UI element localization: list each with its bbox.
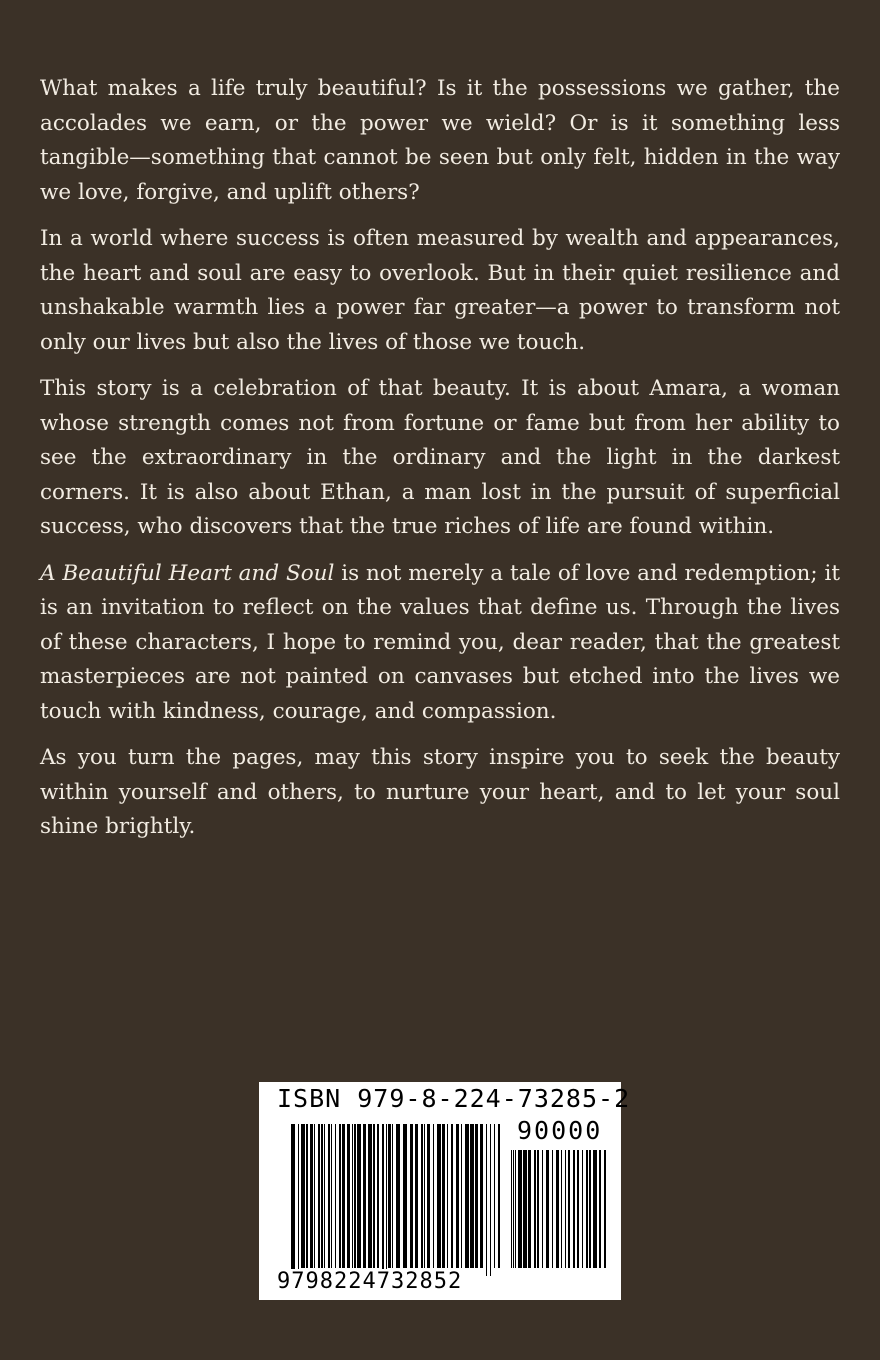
barcode-bar	[403, 1124, 407, 1268]
barcode-bar	[513, 1150, 514, 1268]
barcode-bar	[604, 1150, 606, 1268]
barcode-bar	[515, 1150, 516, 1268]
barcode-bar	[415, 1124, 418, 1268]
barcode-bar	[523, 1150, 527, 1268]
isbn-barcode	[259, 1082, 631, 1300]
barcode-bar	[442, 1124, 445, 1268]
barcode-bar	[518, 1150, 522, 1268]
barcode-bar	[475, 1124, 478, 1268]
barcode-bar	[461, 1124, 462, 1268]
barcode-bar	[433, 1124, 434, 1268]
barcode-bar	[577, 1150, 579, 1268]
barcode-bar	[291, 1124, 295, 1276]
barcode-bar	[593, 1150, 597, 1268]
barcode-bar	[328, 1124, 330, 1268]
barcode-bars	[259, 1082, 621, 1300]
barcode-bar	[511, 1150, 512, 1268]
isbn-label: ISBN 979-8-224-73285-2	[277, 1084, 631, 1113]
barcode-bar	[470, 1124, 474, 1268]
barcode-bar	[573, 1150, 575, 1268]
ean-digits: 9798224732852	[277, 1269, 463, 1294]
barcode-bar	[494, 1124, 495, 1268]
barcode-bar	[410, 1124, 413, 1268]
barcode-bar	[421, 1124, 423, 1268]
barcode-bar	[465, 1124, 469, 1268]
barcode-bar	[582, 1150, 583, 1268]
barcode-bar	[301, 1124, 305, 1268]
back-cover-blurb	[40, 72, 840, 857]
barcode-bar	[480, 1124, 483, 1268]
barcode-bar	[368, 1124, 372, 1268]
blurb-paragraph-4-text: is not merely a tale of love and redemption; it is an invitation to reflect on the values that define us. Through the lives of these characters, I hope to remind you, dear reader, that the greatest masterpieces are not painted on canvases but etched into the lives we touch with kindness, courage, and compassion.	[40, 560, 841, 724]
barcode-bar	[306, 1124, 308, 1268]
barcode-bar	[388, 1124, 391, 1268]
barcode-bar	[298, 1124, 299, 1276]
barcode-bar	[542, 1150, 543, 1268]
barcode-bar	[490, 1124, 491, 1276]
barcode-bar	[342, 1124, 345, 1268]
barcode-bar	[427, 1124, 430, 1268]
book-title: A Beautiful Heart and Soul	[40, 560, 335, 586]
barcode-bar	[447, 1124, 448, 1268]
barcode-bar	[424, 1124, 425, 1268]
barcode-bar	[347, 1124, 350, 1268]
barcode-bar	[599, 1150, 601, 1268]
barcode-bar	[335, 1124, 336, 1268]
barcode-bar	[498, 1124, 500, 1268]
barcode-bar	[586, 1150, 588, 1268]
barcode-bar	[331, 1124, 332, 1268]
barcode-bar	[486, 1124, 487, 1276]
blurb-paragraph-1: What makes a life truly beautiful? Is it the possessions we gather, the accolades we earn, or the power we wield? Or is it something less tangible—something that cannot be seen but only felt, hidden in the way we love, forgive, and uplift others?	[40, 76, 840, 205]
barcode-bar	[396, 1124, 400, 1268]
barcode-bar	[534, 1150, 536, 1268]
barcode-bar	[556, 1150, 559, 1268]
barcode-bar	[561, 1150, 562, 1268]
blurb-paragraph-5: As you turn the pages, may this story inspire you to seek the beauty within yourself and others, to nurture your heart, and to let your soul shine brightly.	[40, 745, 840, 839]
barcode-bar	[386, 1124, 387, 1276]
blurb-paragraph-4	[40, 557, 840, 730]
barcode-bar	[456, 1124, 459, 1268]
barcode-bar	[537, 1150, 539, 1268]
barcode-bar	[565, 1150, 566, 1268]
barcode-bar	[528, 1150, 531, 1268]
barcode-bar	[339, 1124, 341, 1268]
barcode-bar	[392, 1124, 393, 1268]
barcode-bar	[451, 1124, 453, 1268]
barcode-bar	[314, 1124, 315, 1268]
barcode-bar	[321, 1124, 323, 1268]
barcode-bar	[382, 1124, 384, 1276]
blurb-paragraph-2: In a world where success is often measured by wealth and appearances, the heart and soul are easy to overlook. But in their quiet resilience and unshakable warmth lies a power far greater—a power to transform not only our lives but also the lives of those we touch.	[40, 226, 840, 355]
barcode-bar	[318, 1124, 320, 1268]
blurb-paragraph-3: This story is a celebration of that beauty. It is about Amara, a woman whose strength comes not from fortune or fame but from her ability to see the extraordinary in the ordinary and the light in the darkest corners. It is also about Ethan, a man lost in the pursuit of superficial success, who discovers that the true riches of life are found within.	[40, 376, 840, 539]
barcode-bar	[373, 1124, 375, 1268]
barcode-bar	[552, 1150, 553, 1268]
barcode-bar	[377, 1124, 379, 1268]
price-addon-number: 90000	[517, 1116, 603, 1145]
barcode-bar	[589, 1150, 591, 1268]
barcode-bar	[363, 1124, 366, 1268]
barcode-bar	[568, 1150, 570, 1268]
barcode-bar	[354, 1124, 356, 1268]
barcode-bar	[437, 1124, 441, 1268]
barcode-bar	[324, 1124, 325, 1268]
barcode-bar	[310, 1124, 313, 1268]
barcode-bar	[352, 1124, 353, 1268]
barcode-bar	[546, 1150, 549, 1268]
barcode-bar	[357, 1124, 361, 1268]
